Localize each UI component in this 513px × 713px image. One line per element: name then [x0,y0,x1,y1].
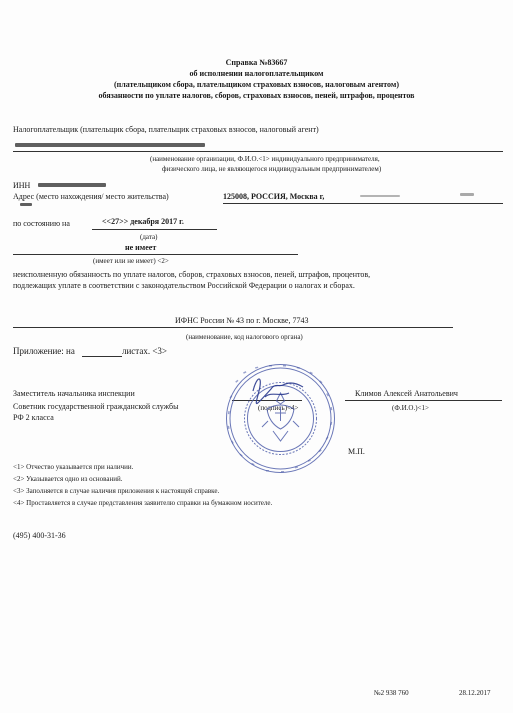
date-underline [92,229,217,230]
phone-number: (495) 400-31-36 [13,531,66,540]
header-line-3: обязанности по уплате налогов, сборов, страховых взносов, пеней, штрафов, процентов [98,91,415,100]
footnote-1: <1> Отчество указывается при наличии. [13,463,134,471]
position-line-3: РФ 2 класса [13,413,54,422]
header-line-1: об исполнении налогоплательщиком [189,69,324,78]
date-prefix: по состоянию на [13,219,70,228]
address-value: 125008, РОССИЯ, Москва г, [223,192,325,201]
date-note: (дата) [140,233,158,241]
stamp-place-label: М.П. [348,447,365,456]
fio-note: (Ф.И.О.)<1> [392,404,429,412]
footnote-4: <4> Проставляется в случае представления заявителю справки на бумажном носителе. [13,499,273,507]
redacted-address [360,195,400,197]
status-text-2: подлежащих уплате в соответствии с законодательством Российской Федерации о налогах и сборах. [13,281,355,290]
position-line-2: Советник государственной гражданской службы [13,402,179,411]
redacted-address-end [460,193,474,196]
attachment-underline [82,356,122,357]
inn-label: ИНН [13,181,31,190]
taxpayer-underline [13,151,503,152]
official-stamp [223,361,338,476]
authority-name: ИФНС России № 43 по г. Москве, 7743 [175,316,309,325]
taxpayer-label: Налогоплательщик (плательщик сбора, плательщик страховых взносов, налоговый агент) [13,125,319,134]
authority-underline [13,327,453,328]
signer-name: Климов Алексей Анатольевич [355,389,458,398]
redacted-name [15,143,205,147]
signature-note: (подпись)<4> [258,404,299,412]
form-number: №2 938 760 [374,689,409,697]
date-value: <<27>> декабря 2017 г. [102,217,184,226]
taxpayer-note-2: физического лица, не являющегося индивидуальным предпринимателем) [162,165,382,173]
header-line-2: (плательщиком сбора, плательщиком страховых взносов, налоговым агентом) [114,80,399,89]
address-label: Адрес (место нахождения/ место жительства) [13,192,169,201]
status-underline [13,254,298,255]
name-underline [345,400,502,401]
position-line-1: Заместитель начальника инспекции [13,389,135,398]
attachment-prefix: Приложение: на [13,346,75,356]
redacted-inn [38,183,106,187]
redacted-address-2 [20,203,32,206]
taxpayer-note-1: (наименование организации, Ф.И.О.<1> индивидуального предпринимателя, [150,155,380,163]
footnote-2: <2> Указывается одно из оснований. [13,475,123,483]
status-note: (имеет или не имеет) <2> [93,257,169,265]
address-underline [223,203,503,204]
status-value: не имеет [125,243,157,252]
footnote-3: <3> Заполняется в случае наличия приложения к настоящей справке. [13,487,220,495]
print-date: 28.12.2017 [459,689,491,697]
authority-note: (наименование, код налогового органа) [186,333,303,341]
status-text-1: неисполненную обязанность по уплате налогов, сборов, страховых взносов, пеней, штрафов, процентов, [13,270,371,279]
stamp-seal-icon [223,361,338,476]
document-title: Справка №83667 [225,58,288,67]
attachment-suffix: листах. <3> [122,346,167,356]
